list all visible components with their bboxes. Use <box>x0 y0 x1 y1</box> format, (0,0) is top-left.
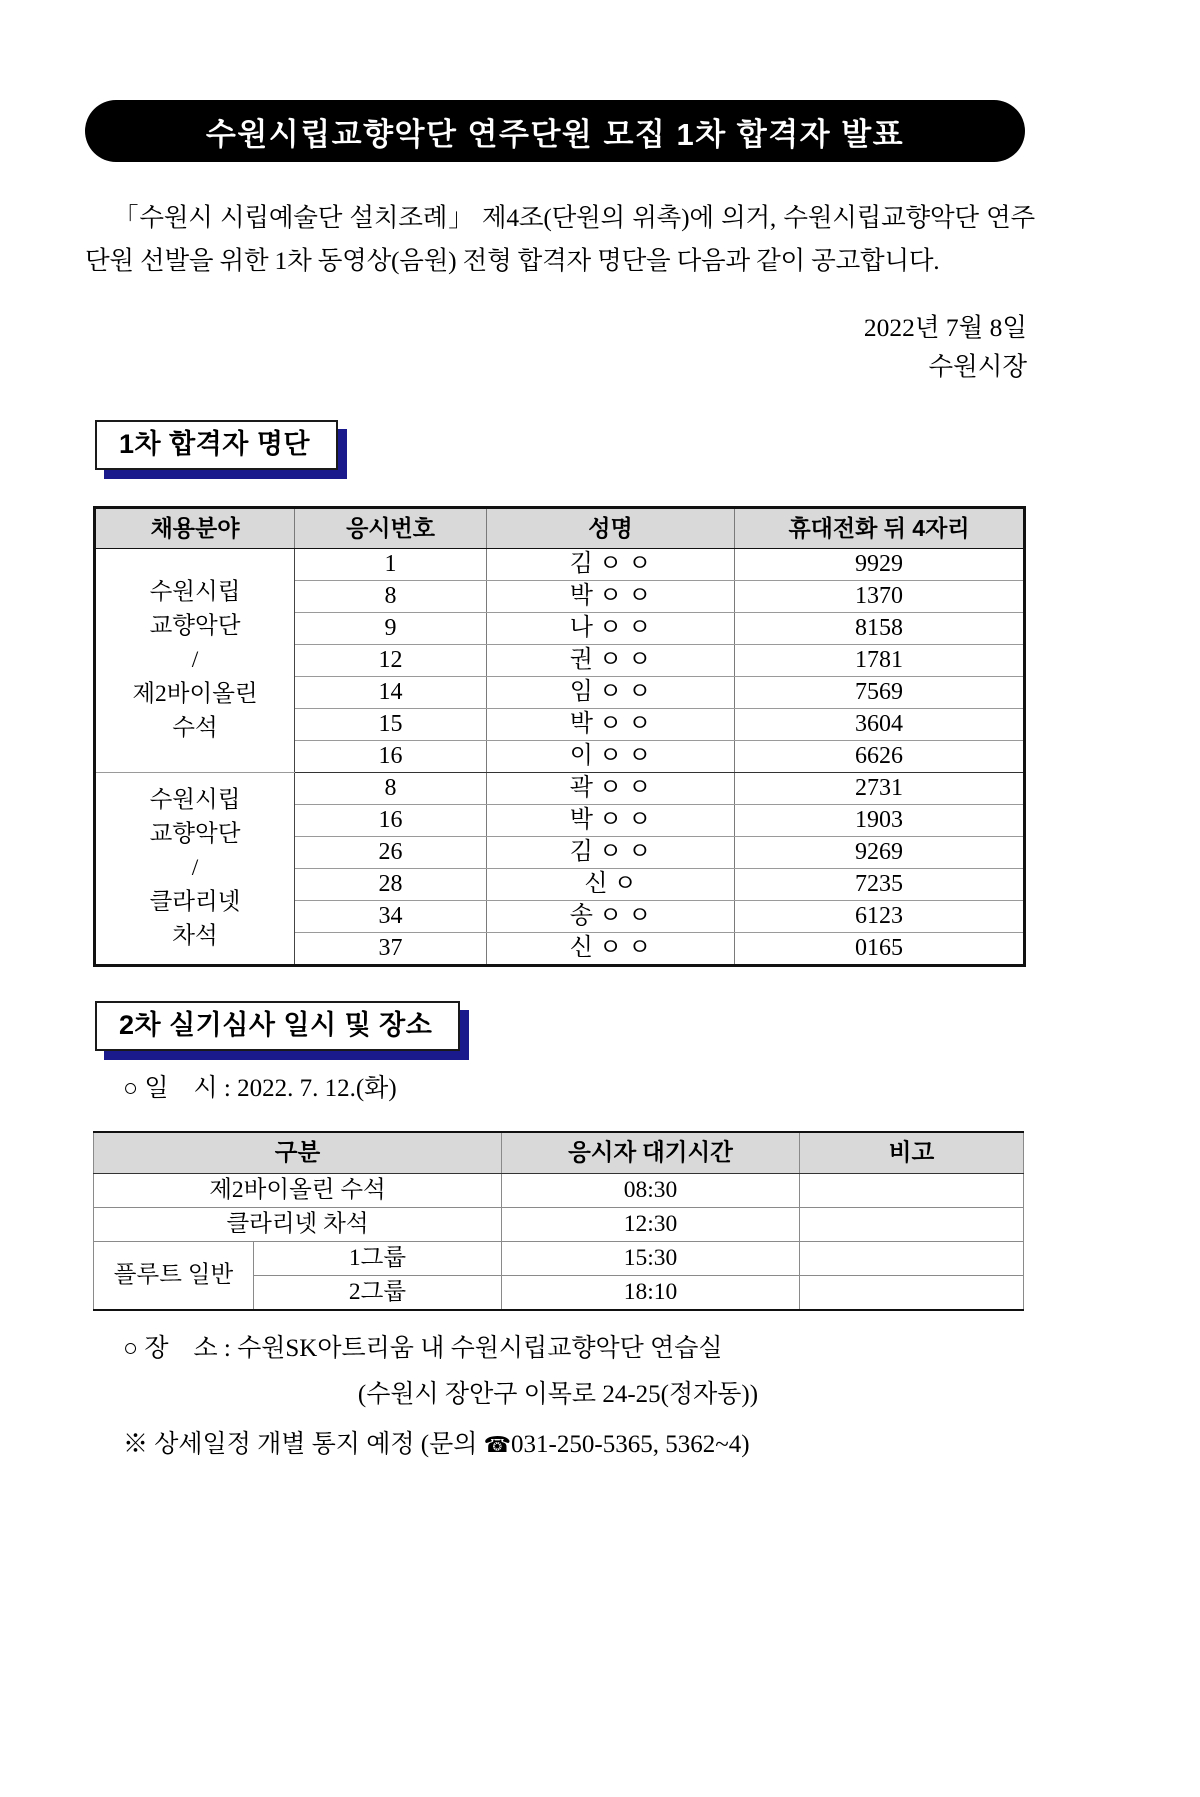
signature-block <box>85 308 1035 386</box>
table-row <box>94 1173 1024 1207</box>
cell-name: 박 ㅇ ㅇ <box>487 708 735 740</box>
note-suffix-text: 031-250-5365, 5362~4) <box>511 1430 750 1458</box>
cell-phone-last4: 9269 <box>735 836 1025 868</box>
cell-applicant-no: 28 <box>295 868 487 900</box>
cell-phone-last4: 6626 <box>735 740 1025 772</box>
col-header-phone-last4: 휴대전화 뒤 4자리 <box>735 507 1025 548</box>
cell-division: 플루트 일반 <box>94 1241 254 1310</box>
col-header-remark: 비고 <box>800 1132 1024 1174</box>
cell-name: 임 ㅇ ㅇ <box>487 676 735 708</box>
telephone-icon: ☎ <box>483 1431 512 1457</box>
note-prefix-text: ※ 상세일정 개별 통지 예정 (문의 <box>123 1430 484 1458</box>
issuer-name: 수원시장 <box>928 351 1027 381</box>
cell-name: 김 ㅇ ㅇ <box>487 836 735 868</box>
table-header-row <box>95 507 1025 548</box>
cell-applicant-no: 15 <box>295 708 487 740</box>
cell-phone-last4: 0165 <box>735 932 1025 965</box>
contact-note-line <box>123 1425 1115 1465</box>
cell-remark <box>800 1173 1024 1207</box>
cell-phone-last4: 7235 <box>735 868 1025 900</box>
cell-division-group: 2그룹 <box>254 1275 502 1310</box>
cell-name: 박 ㅇ ㅇ <box>487 804 735 836</box>
cell-name: 신 ㅇ <box>487 868 735 900</box>
cell-applicant-no: 14 <box>295 676 487 708</box>
cell-remark <box>800 1241 1024 1275</box>
cell-applicant-no: 16 <box>295 740 487 772</box>
cell-name: 송 ㅇ ㅇ <box>487 900 735 932</box>
col-header-field: 채용분야 <box>95 507 295 548</box>
table-row <box>94 1241 1024 1275</box>
cell-waiting-time: 15:30 <box>502 1241 800 1275</box>
schedule-table <box>93 1131 1024 1311</box>
cell-phone-last4: 3604 <box>735 708 1025 740</box>
issue-date: 2022년 7월 8일 <box>863 312 1027 342</box>
cell-phone-last4: 1903 <box>735 804 1025 836</box>
document-page <box>0 100 1200 1797</box>
col-header-waiting-time: 응시자 대기시간 <box>502 1132 800 1174</box>
cell-waiting-time: 18:10 <box>502 1275 800 1310</box>
cell-applicant-no: 26 <box>295 836 487 868</box>
cell-applicant-no: 34 <box>295 900 487 932</box>
pass-list-table <box>93 506 1026 967</box>
table-header-row <box>94 1132 1024 1174</box>
cell-applicant-no: 12 <box>295 644 487 676</box>
cell-division-group: 1그룹 <box>254 1241 502 1275</box>
cell-phone-last4: 9929 <box>735 548 1025 580</box>
cell-phone-last4: 1781 <box>735 644 1025 676</box>
cell-division: 클라리넷 차석 <box>94 1207 502 1241</box>
cell-phone-last4: 2731 <box>735 772 1025 804</box>
cell-phone-last4: 1370 <box>735 580 1025 612</box>
section-header-second-exam <box>95 1001 460 1051</box>
exam-place-line: ○ 장 소 : 수원SK아트리움 내 수원시립교향악단 연습실 <box>123 1334 723 1362</box>
cell-name: 김 ㅇ ㅇ <box>487 548 735 580</box>
cell-name: 곽 ㅇ ㅇ <box>487 772 735 804</box>
col-header-division: 구분 <box>94 1132 502 1174</box>
schedule-body <box>94 1173 1024 1310</box>
col-header-name: 성명 <box>487 507 735 548</box>
cell-name: 이 ㅇ ㅇ <box>487 740 735 772</box>
cell-applicant-no: 37 <box>295 932 487 965</box>
cell-phone-last4: 6123 <box>735 900 1025 932</box>
section-header-label: 1차 합격자 명단 <box>95 420 338 470</box>
cell-waiting-time: 12:30 <box>502 1207 800 1241</box>
table-row <box>95 772 1025 804</box>
section-header-label: 2차 실기심사 일시 및 장소 <box>95 1001 460 1051</box>
cell-applicant-no: 9 <box>295 612 487 644</box>
cell-remark <box>800 1207 1024 1241</box>
cell-phone-last4: 8158 <box>735 612 1025 644</box>
document-title-banner <box>85 100 1025 162</box>
exam-datetime-line: ○ 일 시 : 2022. 7. 12.(화) <box>123 1074 397 1102</box>
cell-applicant-no: 8 <box>295 772 487 804</box>
section-header-pass-list <box>95 420 338 470</box>
cell-field-category: 수원시립 교향악단 / 제2바이올린 수석 <box>95 548 295 772</box>
cell-waiting-time: 08:30 <box>502 1173 800 1207</box>
cell-field-category: 수원시립 교향악단 / 클라리넷 차석 <box>95 772 295 965</box>
table-row <box>94 1207 1024 1241</box>
cell-applicant-no: 8 <box>295 580 487 612</box>
cell-name: 신 ㅇ ㅇ <box>487 932 735 965</box>
cell-applicant-no: 16 <box>295 804 487 836</box>
page-title: 수원시립교향악단 연주단원 모집 1차 합격자 발표 <box>205 116 905 152</box>
cell-name: 나 ㅇ ㅇ <box>487 612 735 644</box>
intro-paragraph: 「수원시 시립예술단 설치조례」 제4조(단원의 위촉)에 의거, 수원시립교향악단 연주단원 선발을 위한 1차 동영상(음원) 전형 합격자 명단을 다음과 같이 공고합니다. <box>85 203 1035 275</box>
cell-remark <box>800 1275 1024 1310</box>
cell-name: 권 ㅇ ㅇ <box>487 644 735 676</box>
cell-applicant-no: 1 <box>295 548 487 580</box>
table-row <box>95 548 1025 580</box>
exam-address-line: (수원시 장안구 이목로 24-25(정자동)) <box>357 1380 759 1408</box>
cell-name: 박 ㅇ ㅇ <box>487 580 735 612</box>
cell-phone-last4: 7569 <box>735 676 1025 708</box>
cell-division: 제2바이올린 수석 <box>94 1173 502 1207</box>
col-header-applicant-no: 응시번호 <box>295 507 487 548</box>
pass-list-body <box>95 548 1025 965</box>
